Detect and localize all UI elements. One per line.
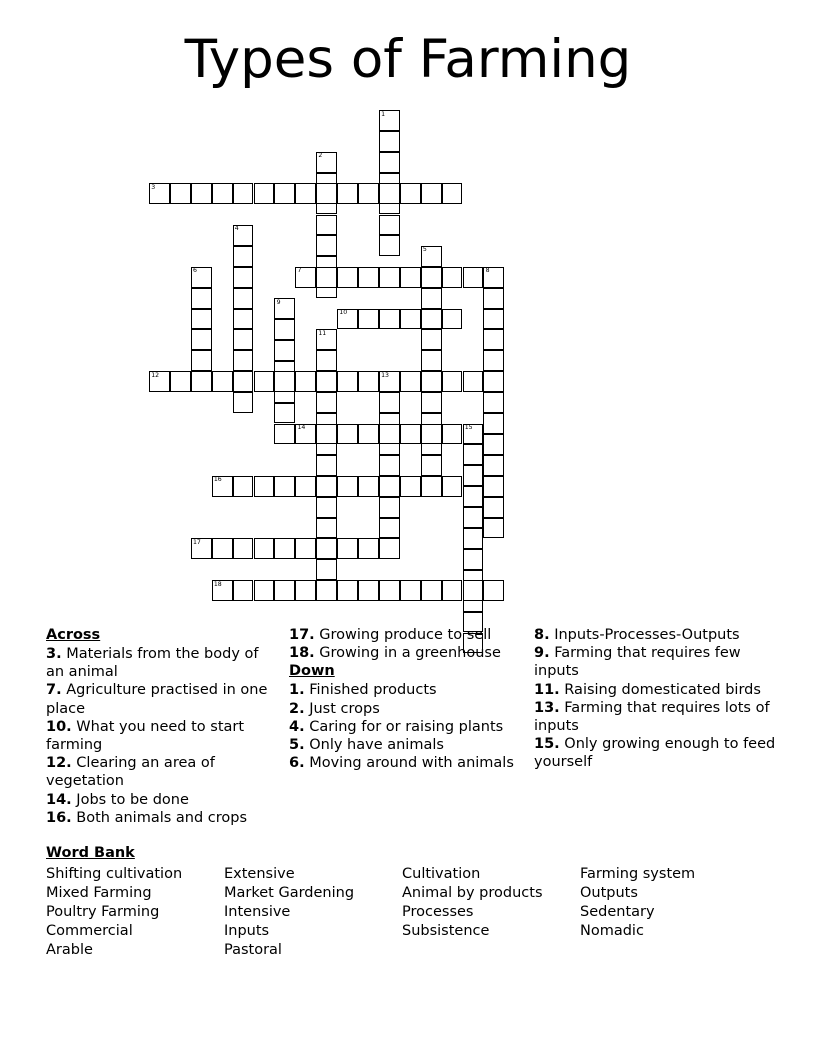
grid-cell[interactable] <box>274 298 295 319</box>
grid-cell[interactable] <box>400 424 421 445</box>
word-bank-word: Extensive <box>224 866 295 882</box>
word-bank-word: Processes <box>402 904 474 920</box>
word-bank-word: Animal by products <box>402 885 543 901</box>
clue-text: Both animals and crops <box>71 809 248 826</box>
grid-cell[interactable] <box>233 267 254 288</box>
clue-number: 2. <box>289 700 305 717</box>
across-heading: Across <box>46 627 101 643</box>
word-bank-word: Nomadic <box>580 923 644 939</box>
grid-cell[interactable] <box>233 476 254 497</box>
word-bank-word: Cultivation <box>402 866 481 882</box>
clue-text: What you need to start farming <box>46 718 245 754</box>
clue-number: 8. <box>534 627 550 643</box>
grid-cell-number: 13 <box>381 371 389 379</box>
word-bank-columns <box>46 865 776 960</box>
word-bank-section <box>46 843 776 960</box>
grid-cell[interactable] <box>212 476 233 497</box>
grid-cell[interactable] <box>463 444 484 465</box>
clue-down-6 <box>289 754 524 772</box>
grid-cell[interactable] <box>379 152 400 173</box>
grid-cell[interactable] <box>379 309 400 330</box>
grid-cell[interactable] <box>191 371 212 392</box>
grid-cell[interactable] <box>379 518 400 539</box>
clue-text: Growing produce to sell <box>314 627 492 643</box>
clue-down-8 <box>534 626 776 644</box>
clue-number: 16. <box>46 809 72 826</box>
clue-down-5 <box>289 736 524 754</box>
clue-number: 5. <box>289 737 305 754</box>
grid-cell[interactable] <box>483 309 504 330</box>
clue-text: Inputs-Processes-Outputs <box>549 627 740 643</box>
clue-across-10 <box>46 718 279 754</box>
clue-across-16 <box>46 809 279 827</box>
clue-number: 7. <box>46 682 62 699</box>
grid-cell[interactable] <box>483 455 504 476</box>
word-bank-word: Inputs <box>224 923 270 939</box>
grid-cell[interactable] <box>274 319 295 340</box>
clue-text: Only growing enough to feed yourself <box>534 736 776 771</box>
clue-across-12 <box>46 754 279 790</box>
grid-cell[interactable] <box>337 183 358 204</box>
grid-cell-number: 2 <box>318 152 323 160</box>
clue-number: 15. <box>534 736 560 753</box>
grid-cell[interactable] <box>191 538 212 559</box>
grid-cell[interactable] <box>483 413 504 434</box>
grid-cell[interactable] <box>254 183 275 204</box>
clue-column-2 <box>289 626 534 772</box>
grid-cell[interactable] <box>233 309 254 330</box>
grid-cell[interactable] <box>316 267 337 288</box>
grid-cell[interactable] <box>337 476 358 497</box>
grid-cell[interactable] <box>358 183 379 204</box>
grid-cell[interactable] <box>483 288 504 309</box>
grid-cell[interactable] <box>483 497 504 518</box>
grid-cell[interactable] <box>379 476 400 497</box>
grid-cell[interactable] <box>379 215 400 236</box>
grid-cell[interactable] <box>316 392 337 413</box>
grid-cell[interactable] <box>274 340 295 361</box>
word-bank-heading: Word Bank <box>46 845 135 861</box>
grid-cell[interactable] <box>400 309 421 330</box>
grid-cell[interactable] <box>379 455 400 476</box>
grid-cell[interactable] <box>421 371 442 392</box>
word-bank-column-3 <box>402 865 580 960</box>
grid-cell[interactable] <box>400 580 421 601</box>
clue-down-11 <box>534 681 776 699</box>
grid-cell[interactable] <box>483 329 504 350</box>
clue-text: Moving around with animals <box>304 755 514 772</box>
clue-across-14 <box>46 791 279 809</box>
grid-cell[interactable] <box>191 183 212 204</box>
word-bank-word: Outputs <box>580 885 638 901</box>
grid-cell[interactable] <box>212 538 233 559</box>
grid-cell[interactable] <box>170 371 191 392</box>
grid-cell[interactable] <box>421 350 442 371</box>
grid-cell[interactable] <box>442 267 463 288</box>
grid-cell[interactable] <box>358 424 379 445</box>
clue-columns <box>46 626 776 827</box>
down-heading: Down <box>289 663 335 680</box>
grid-cell[interactable] <box>358 476 379 497</box>
grid-cell[interactable] <box>316 371 337 392</box>
grid-cell[interactable] <box>379 497 400 518</box>
grid-cell-number: 10 <box>339 309 348 317</box>
word-bank-column-1 <box>46 865 224 960</box>
grid-cell[interactable] <box>233 225 254 246</box>
grid-cell[interactable] <box>379 580 400 601</box>
grid-cell[interactable] <box>358 267 379 288</box>
grid-cell-number: 11 <box>318 329 327 337</box>
grid-cell[interactable] <box>379 110 400 131</box>
grid-cell[interactable] <box>463 371 484 392</box>
grid-cell[interactable] <box>463 549 484 570</box>
grid-cell-number: 17 <box>192 538 201 546</box>
grid-cell[interactable] <box>337 424 358 445</box>
word-bank-word: Mixed Farming <box>46 885 152 901</box>
grid-cell[interactable] <box>212 580 233 601</box>
grid-cell[interactable] <box>254 580 275 601</box>
clue-text: Caring for or raising plants <box>304 718 504 735</box>
grid-cell[interactable] <box>316 476 337 497</box>
grid-cell[interactable] <box>254 371 275 392</box>
clue-number: 1. <box>289 682 305 699</box>
grid-cell[interactable] <box>421 288 442 309</box>
grid-cell[interactable] <box>379 183 400 204</box>
clue-number: 3. <box>46 646 62 662</box>
grid-cell[interactable] <box>316 497 337 518</box>
clue-column-1 <box>46 626 289 827</box>
grid-cell[interactable] <box>316 350 337 371</box>
word-bank-word: Arable <box>46 942 93 958</box>
clue-number: 10. <box>46 718 72 735</box>
grid-cell[interactable] <box>316 329 337 350</box>
grid-cell[interactable] <box>233 288 254 309</box>
grid-cell[interactable] <box>463 580 484 601</box>
grid-cell[interactable] <box>274 403 295 424</box>
grid-cell[interactable] <box>233 580 254 601</box>
clue-down-15 <box>534 735 776 771</box>
clue-number: 18. <box>289 645 315 662</box>
grid-cell[interactable] <box>233 371 254 392</box>
grid-cell[interactable] <box>274 580 295 601</box>
grid-cell-number: 8 <box>485 267 490 275</box>
word-bank-word: Commercial <box>46 923 133 939</box>
grid-cell[interactable] <box>463 507 484 528</box>
word-bank-word: Farming system <box>580 866 696 882</box>
word-bank-word: Pastoral <box>224 942 282 958</box>
grid-cell-number: 7 <box>297 267 302 275</box>
grid-cell[interactable] <box>274 476 295 497</box>
clue-text: Farming that requires few inputs <box>534 645 741 680</box>
grid-cell[interactable] <box>337 538 358 559</box>
grid-cell[interactable] <box>421 455 442 476</box>
grid-cell[interactable] <box>149 183 170 204</box>
word-bank-word: Poultry Farming <box>46 904 160 920</box>
grid-cell[interactable] <box>274 371 295 392</box>
grid-cell[interactable] <box>274 538 295 559</box>
grid-cell-number: 18 <box>213 580 222 588</box>
grid-cell[interactable] <box>483 476 504 497</box>
grid-cell[interactable] <box>483 371 504 392</box>
clue-text: Farming that requires lots of inputs <box>534 699 770 735</box>
clue-down-9 <box>534 644 776 680</box>
clue-number: 4. <box>289 718 305 735</box>
grid-cell[interactable] <box>316 455 337 476</box>
word-bank-word: Intensive <box>224 904 291 920</box>
clue-across-18 <box>289 644 524 662</box>
grid-cell[interactable] <box>358 538 379 559</box>
grid-cell[interactable] <box>442 183 463 204</box>
grid-cell[interactable] <box>442 580 463 601</box>
grid-cell[interactable] <box>483 580 504 601</box>
grid-cell[interactable] <box>421 392 442 413</box>
grid-cell[interactable] <box>316 183 337 204</box>
clue-text: Raising domesticated birds <box>559 681 761 698</box>
grid-cell[interactable] <box>316 580 337 601</box>
grid-cell[interactable] <box>295 267 316 288</box>
clue-text: Only have animals <box>304 737 444 754</box>
clue-down-13 <box>534 699 776 735</box>
grid-cell[interactable] <box>463 465 484 486</box>
clue-text: Growing in a greenhouse <box>314 645 501 662</box>
grid-cell[interactable] <box>442 424 463 445</box>
grid-cell[interactable] <box>379 538 400 559</box>
grid-cell-number: 14 <box>297 424 306 431</box>
grid-cell-number: 9 <box>276 298 281 306</box>
grid-cell-number: 1 <box>381 110 386 118</box>
grid-cell[interactable] <box>400 267 421 288</box>
grid-cell[interactable] <box>400 183 421 204</box>
grid-cell[interactable] <box>295 371 316 392</box>
clue-number: 14. <box>46 791 72 808</box>
grid-cell[interactable] <box>191 350 212 371</box>
grid-cell[interactable] <box>463 528 484 549</box>
grid-cell[interactable] <box>295 538 316 559</box>
grid-cell[interactable] <box>316 424 337 445</box>
grid-cell-number: 15 <box>464 424 473 431</box>
page-title: Types of Farming <box>184 29 632 90</box>
grid-cell[interactable] <box>316 152 337 173</box>
grid-cell[interactable] <box>233 329 254 350</box>
grid-cell-number: 4 <box>234 225 239 233</box>
grid-cell-number: 5 <box>422 246 427 254</box>
grid-cell[interactable] <box>421 580 442 601</box>
grid-cell[interactable] <box>421 476 442 497</box>
grid-cell[interactable] <box>358 371 379 392</box>
grid-cell[interactable] <box>358 309 379 330</box>
clue-down-4 <box>289 718 524 736</box>
grid-cell[interactable] <box>463 267 484 288</box>
grid-cell[interactable] <box>379 267 400 288</box>
grid-cell[interactable] <box>233 392 254 413</box>
grid-cell[interactable] <box>379 424 400 445</box>
grid-cell[interactable] <box>379 235 400 256</box>
grid-cell[interactable] <box>463 424 484 445</box>
grid-cell[interactable] <box>400 371 421 392</box>
clue-text: Just crops <box>304 700 380 717</box>
word-bank-word: Shifting cultivation <box>46 866 183 882</box>
grid-cell[interactable] <box>421 267 442 288</box>
grid-cell[interactable] <box>483 267 504 288</box>
grid-cell[interactable] <box>442 476 463 497</box>
grid-cell-number: 16 <box>213 476 222 484</box>
clue-text: Clearing an area of vegetation <box>46 755 215 790</box>
grid-cell[interactable] <box>379 371 400 392</box>
grid-cell[interactable] <box>421 246 442 267</box>
word-bank-column-4 <box>580 865 758 960</box>
grid-cell[interactable] <box>358 580 379 601</box>
grid-cell[interactable] <box>442 309 463 330</box>
clue-down-1 <box>289 681 524 699</box>
grid-cell[interactable] <box>463 486 484 507</box>
grid-cell[interactable] <box>170 183 191 204</box>
grid-cell[interactable] <box>483 434 504 455</box>
grid-cell[interactable] <box>337 580 358 601</box>
grid-cell[interactable] <box>274 183 295 204</box>
grid-cell[interactable] <box>442 371 463 392</box>
clue-text: Finished products <box>304 682 437 699</box>
clue-number: 9. <box>534 645 550 662</box>
grid-cell[interactable] <box>421 309 442 330</box>
clue-text: Jobs to be done <box>71 791 189 808</box>
word-bank-word: Market Gardening <box>224 885 355 901</box>
grid-cell[interactable] <box>233 183 254 204</box>
grid-cell[interactable] <box>483 350 504 371</box>
clue-number: 13. <box>534 699 560 716</box>
grid-cell[interactable] <box>295 476 316 497</box>
grid-cell[interactable] <box>421 329 442 350</box>
grid-cell[interactable] <box>233 350 254 371</box>
grid-cell[interactable] <box>295 183 316 204</box>
clue-text: Materials from the body of an animal <box>46 646 259 681</box>
grid-cell[interactable] <box>233 246 254 267</box>
clue-across-7 <box>46 681 279 717</box>
grid-cell[interactable] <box>316 235 337 256</box>
clue-across-3 <box>46 645 279 681</box>
word-bank-word: Sedentary <box>580 904 655 920</box>
grid-cell[interactable] <box>212 371 233 392</box>
grid-cell[interactable] <box>379 392 400 413</box>
grid-cell[interactable] <box>212 183 233 204</box>
grid-cell[interactable] <box>295 424 316 445</box>
grid-cell[interactable] <box>191 309 212 330</box>
grid-cell[interactable] <box>316 518 337 539</box>
grid-cell[interactable] <box>191 267 212 288</box>
clue-text: Agriculture practised in one place <box>46 682 268 717</box>
grid-cell[interactable] <box>421 424 442 445</box>
grid-cell[interactable] <box>316 559 337 580</box>
word-bank-word: Subsistence <box>402 923 490 939</box>
grid-cell[interactable] <box>191 329 212 350</box>
grid-cell[interactable] <box>191 288 212 309</box>
grid-cell[interactable] <box>233 538 254 559</box>
clue-number: 17. <box>289 627 315 643</box>
clue-column-3 <box>534 626 776 772</box>
grid-cell[interactable] <box>483 392 504 413</box>
clues-section <box>46 626 776 827</box>
grid-cell[interactable] <box>254 538 275 559</box>
grid-cell[interactable] <box>316 538 337 559</box>
grid-cell[interactable] <box>337 371 358 392</box>
grid-cell-number: 3 <box>151 183 156 191</box>
grid-cell[interactable] <box>483 518 504 539</box>
grid-cell[interactable] <box>149 371 170 392</box>
grid-cell[interactable] <box>337 267 358 288</box>
clue-down-2 <box>289 700 524 718</box>
grid-cell[interactable] <box>295 580 316 601</box>
clue-across-17 <box>289 626 524 644</box>
grid-cell[interactable] <box>421 183 442 204</box>
word-bank-column-2 <box>224 865 402 960</box>
grid-cell[interactable] <box>400 476 421 497</box>
grid-cell-number: 12 <box>151 371 160 379</box>
grid-cell[interactable] <box>274 424 295 445</box>
clue-number: 6. <box>289 755 305 772</box>
grid-cell[interactable] <box>337 309 358 330</box>
grid-cell[interactable] <box>379 131 400 152</box>
grid-cell-number: 6 <box>192 267 197 275</box>
clue-number: 12. <box>46 755 72 772</box>
clue-number: 11. <box>534 681 560 698</box>
grid-cell[interactable] <box>254 476 275 497</box>
grid-cell[interactable] <box>316 215 337 236</box>
